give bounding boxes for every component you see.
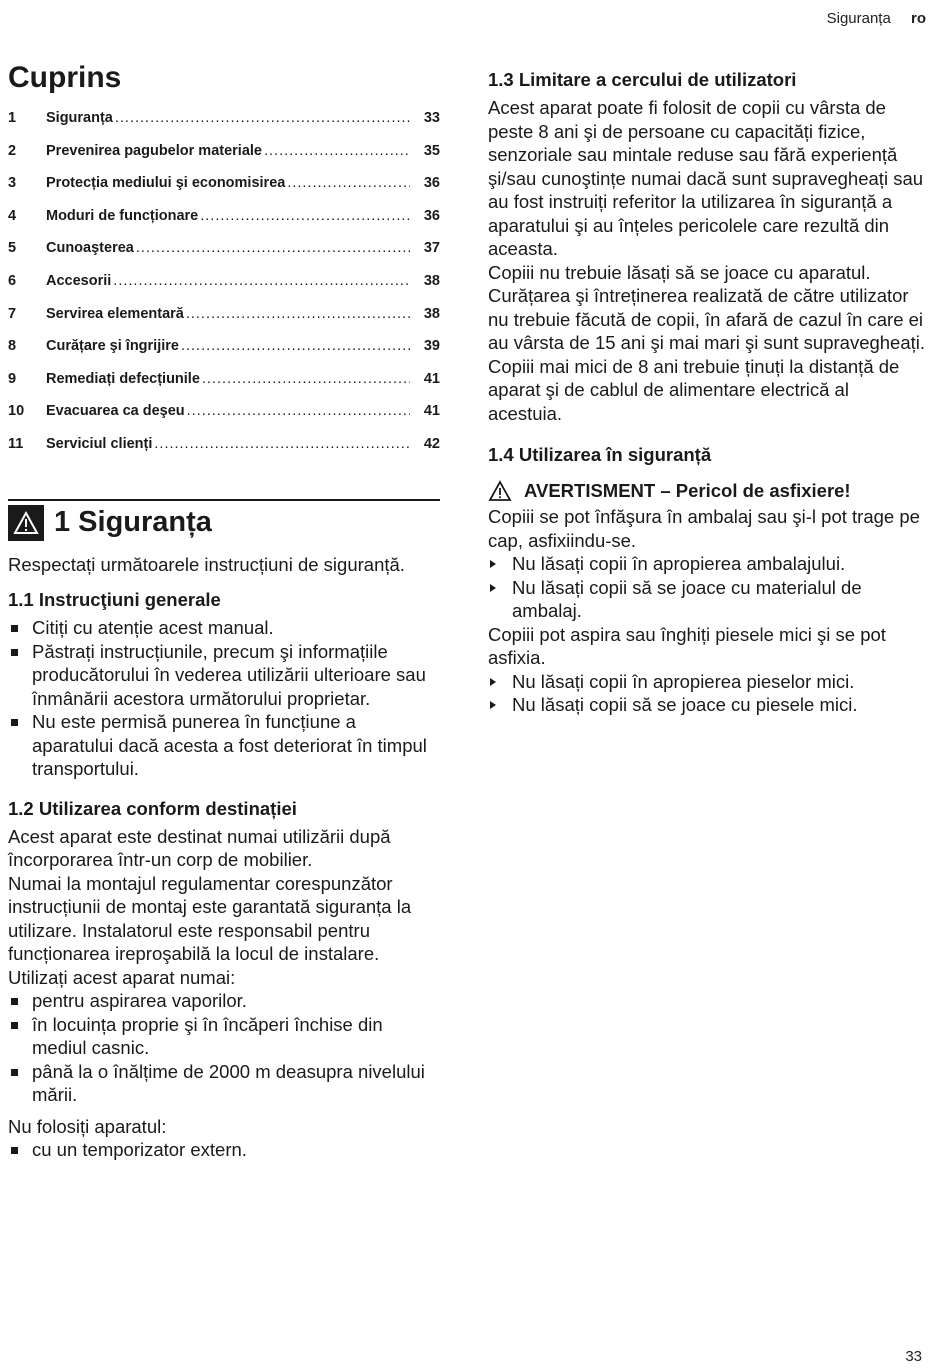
toc-number: 11 — [8, 435, 24, 452]
toc-row[interactable] — [8, 175, 440, 208]
toc-leader-dots — [200, 208, 410, 224]
toc-page-number: 39 — [423, 338, 440, 355]
toc-leader-dots — [136, 240, 410, 256]
toc-row[interactable] — [8, 208, 440, 241]
page-number: 33 — [905, 1348, 922, 1365]
section-1-2-title: 1.2 Utilizarea conform destinației — [8, 797, 297, 819]
paragraph: Copiii mai mici de 8 ani trebuie ținuți la distanță de aparat şi de cablul de alimentare electrică al acestuia. — [488, 355, 900, 424]
toc-page-number: 35 — [423, 142, 440, 159]
list-item: pentru aspirarea vaporilor. — [8, 989, 440, 1013]
section-1-2-bullets — [8, 989, 440, 1107]
toc-number: 9 — [8, 370, 17, 387]
paragraph: Copiii pot aspira sau înghiți piesele mici şi se pot asfixia. — [488, 623, 886, 668]
toc-row[interactable] — [8, 338, 440, 371]
section-1-title: 1 Siguranța — [54, 506, 212, 539]
toc-label: Servirea elementară — [46, 305, 184, 322]
toc-list — [8, 110, 440, 469]
step-item: Nu lăsați copii să se joace cu piesele mici. — [488, 693, 928, 717]
toc-page-number: 41 — [423, 370, 440, 387]
toc-leader-dots — [115, 110, 410, 126]
right-column — [488, 68, 928, 717]
toc-leader-dots — [202, 371, 410, 387]
toc-leader-dots — [287, 175, 410, 191]
toc-row[interactable] — [8, 110, 440, 143]
list-item: în locuința proprie şi în încăperi închise din mediul casnic. — [8, 1013, 440, 1060]
toc-row[interactable] — [8, 403, 440, 436]
paragraph: Nu folosiți aparatul: — [8, 1115, 167, 1137]
toc-number: 3 — [8, 175, 17, 192]
toc-row[interactable] — [8, 240, 440, 273]
toc-row[interactable] — [8, 371, 440, 404]
toc-leader-dots — [264, 143, 410, 159]
toc-page-number: 38 — [423, 272, 440, 289]
paragraph: Utilizați acest aparat numai: — [8, 966, 236, 988]
list-item: Citiți cu atenție acest manual. — [8, 616, 440, 640]
section-1-intro: Respectați următoarele instrucțiuni de siguranță. — [8, 553, 405, 575]
toc-label: Prevenirea pagubelor materiale — [46, 142, 262, 159]
header-section: Siguranța — [826, 10, 891, 27]
paragraph: Acest aparat este destinat numai utilizării după încorporarea într-un corp de mobilier. — [8, 825, 391, 871]
warning-title: AVERTISMENT – Pericol de asfixiere! — [524, 480, 851, 501]
steps-list — [488, 670, 928, 717]
toc-page-number: 42 — [423, 435, 440, 452]
steps-list — [488, 552, 928, 623]
toc-page-number: 33 — [423, 110, 440, 126]
warning-triangle-icon — [8, 505, 44, 541]
paragraph: Copiii se pot înfăşura în ambalaj sau şi-l pot trage pe cap, asfixiindu-se. — [488, 506, 920, 551]
toc-number: 5 — [8, 240, 17, 257]
toc-number: 8 — [8, 338, 17, 355]
step-item: Nu lăsați copii în apropierea ambalajului. — [488, 552, 928, 576]
list-item: Nu este permisă punerea în funcțiune a aparatului dacă acesta a fost deteriorat în timpul transportului. — [8, 710, 440, 781]
toc-row[interactable] — [8, 436, 440, 469]
section-1-3-title: 1.3 Limitare a cercului de utilizatori — [488, 69, 797, 90]
toc-leader-dots — [181, 338, 410, 354]
section-1-4-title: 1.4 Utilizarea în siguranță — [488, 444, 712, 465]
toc-page-number: 41 — [423, 403, 440, 420]
header-language: ro — [911, 10, 926, 27]
list-item: cu un temporizator extern. — [8, 1138, 440, 1162]
toc-number: 7 — [8, 305, 17, 322]
toc-number: 4 — [8, 207, 17, 224]
toc-page-number: 36 — [423, 207, 440, 224]
toc-page-number: 37 — [423, 240, 440, 257]
section-1-heading — [8, 499, 440, 541]
section-1-2-bullets-2 — [8, 1138, 440, 1162]
left-column — [8, 60, 440, 1162]
toc-number: 1 — [8, 110, 17, 126]
paragraph: Acest aparat poate fi folosit de copii cu vârsta de peste 8 ani şi de persoane cu capacități fizice, senzoriale sau mintale reduse sau fără experiență şi/sau cunoştințe numai dacă sunt supravegheați sau au fost instruiți referitor la utilizarea în siguranță a aparatului şi au înțeles pericolele care rezultă din aceasta. — [488, 97, 924, 259]
paragraph: Numai la montajul regulamentar corespunzător instrucțiunii de montaj este garantată siguranța la utilizare. Instalatorul este responsabil pentru funcționarea ireproşabilă la locul de instalare. — [8, 872, 412, 965]
toc-leader-dots — [154, 436, 410, 452]
warning-triangle-outline-icon — [488, 480, 512, 502]
running-header — [827, 10, 926, 27]
list-item: până la o înălțime de 2000 m deasupra nivelului mării. — [8, 1060, 440, 1107]
toc-leader-dots — [186, 306, 410, 322]
toc-label: Siguranța — [46, 110, 113, 126]
step-item: Nu lăsați copii să se joace cu materialul de ambalaj. — [488, 576, 928, 623]
paragraph: Curățarea şi întreținerea realizată de către utilizator nu trebuie făcută de copii, în afară de cazul în care ei au vârsta de 15 ani şi mai mari şi sunt supravegheați. — [488, 285, 926, 353]
toc-title: Cuprins — [8, 61, 122, 94]
step-item: Nu lăsați copii în apropierea pieselor mici. — [488, 670, 928, 694]
toc-row[interactable] — [8, 143, 440, 176]
toc-label: Evacuarea ca deşeu — [46, 403, 185, 420]
toc-label: Cunoaşterea — [46, 240, 134, 257]
toc-row[interactable] — [8, 306, 440, 339]
section-1-1-bullets — [8, 616, 440, 781]
toc-leader-dots — [187, 403, 410, 419]
toc-label: Curățare şi îngrijire — [46, 338, 179, 355]
toc-number: 10 — [8, 403, 25, 420]
toc-page-number: 38 — [423, 305, 440, 322]
toc-number: 2 — [8, 142, 17, 159]
warning-heading — [488, 479, 928, 503]
toc-number: 6 — [8, 272, 17, 289]
toc-page-number: 36 — [423, 175, 440, 192]
paragraph: Copiii nu trebuie lăsați să se joace cu aparatul. — [488, 261, 871, 283]
toc-label: Moduri de funcționare — [46, 207, 199, 224]
toc-label: Accesorii — [46, 272, 112, 289]
list-item: Păstrați instrucțiunile, precum şi informațiile producătorului în vederea utilizării ulterioare sau înmânării acestora următorului proprietar. — [8, 640, 440, 711]
section-1-1-title: 1.1 Instrucţiuni generale — [8, 589, 221, 611]
toc-label: Remediați defecțiunile — [46, 370, 200, 387]
toc-row[interactable] — [8, 273, 440, 306]
toc-leader-dots — [113, 273, 410, 289]
toc-label: Serviciul clienți — [46, 435, 153, 452]
toc-label: Protecția mediului şi economisirea — [46, 175, 286, 192]
